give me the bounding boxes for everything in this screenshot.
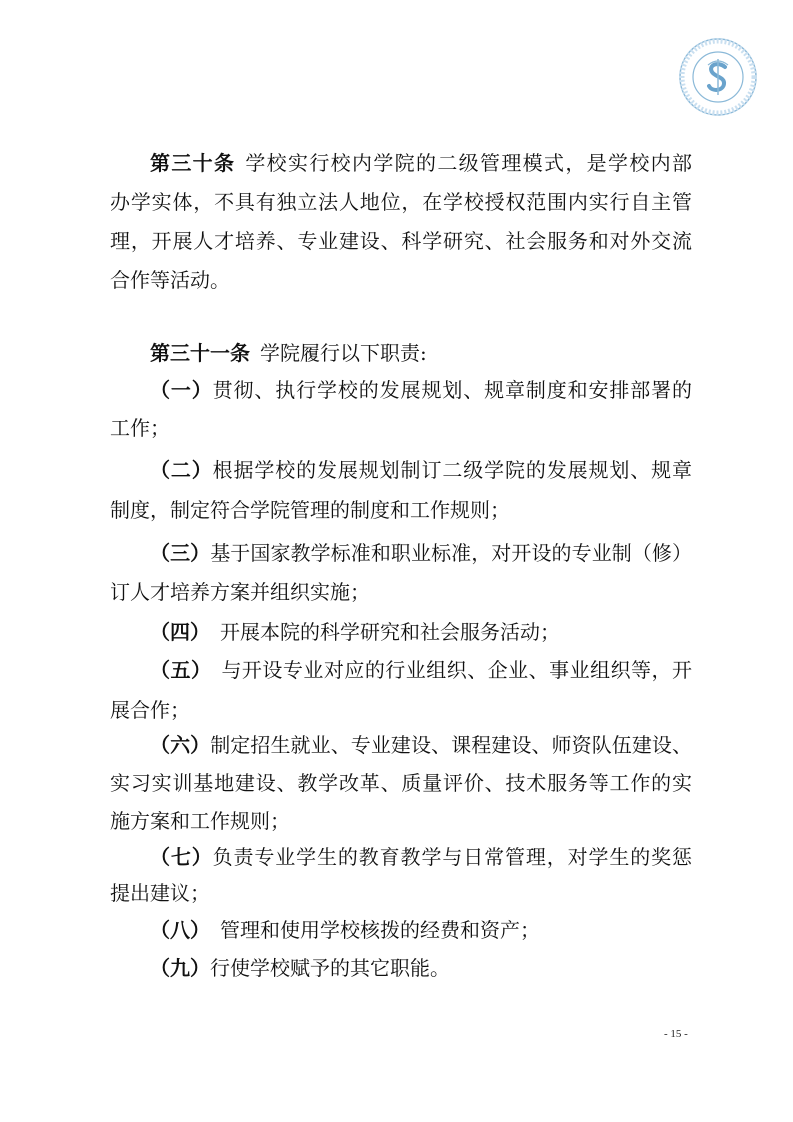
item-line: 展合作； bbox=[110, 698, 190, 722]
item-label: （二） bbox=[150, 458, 213, 482]
item-label: （六） bbox=[150, 733, 211, 757]
duty-item-8 bbox=[110, 911, 692, 949]
item-line: （一）贯彻、执行学校的发展规划、规章制度和安排部署的 bbox=[150, 378, 693, 402]
article-number: 第三十一条 bbox=[150, 341, 250, 365]
article-line: 合作等活动。 bbox=[110, 268, 230, 292]
item-line: （六）制定招生就业、专业建设、课程建设、师资队伍建设、 bbox=[150, 733, 693, 757]
item-line: （八） 管理和使用学校核拨的经费和资产； bbox=[150, 918, 540, 942]
duty-item-5 bbox=[110, 650, 692, 730]
article-31 bbox=[110, 334, 692, 373]
duty-item-9 bbox=[110, 949, 692, 987]
duty-item-7 bbox=[110, 839, 692, 911]
item-line: 订人才培养方案并组织实施； bbox=[110, 580, 370, 604]
item-line: 制度，制定符合学院管理的制度和工作规则； bbox=[110, 498, 510, 522]
page-number: - 15 - bbox=[664, 1028, 688, 1040]
item-label: （四） bbox=[150, 620, 210, 644]
item-label: （一） bbox=[150, 378, 213, 402]
article-line: 第三十一条 学院履行以下职责: bbox=[150, 341, 427, 365]
item-line: 施方案和工作规则； bbox=[110, 809, 290, 833]
item-label: （八） bbox=[150, 918, 210, 942]
article-line: 第三十条 学校实行校内学院的二级管理模式，是学校内部 bbox=[150, 151, 693, 175]
item-line: （七）负责专业学生的教育教学与日常管理，对学生的奖惩 bbox=[150, 845, 693, 869]
duty-item-6 bbox=[110, 726, 692, 840]
item-line: 提出建议； bbox=[110, 881, 210, 905]
item-label: （九） bbox=[150, 956, 210, 980]
item-label: （七） bbox=[150, 845, 213, 869]
item-label: （五） bbox=[150, 658, 212, 682]
item-line: （五） 与开设专业对应的行业组织、企业、事业组织等，开 bbox=[150, 658, 693, 682]
item-label: （三） bbox=[150, 541, 211, 565]
duty-item-4 bbox=[110, 613, 692, 652]
duty-item-2 bbox=[110, 450, 692, 530]
item-line: 工作； bbox=[110, 416, 170, 440]
article-number: 第三十条 bbox=[150, 151, 236, 175]
item-line: 实习实训基地建设、教学改革、质量评价、技术服务等工作的实 bbox=[110, 771, 692, 795]
duty-item-3 bbox=[110, 534, 692, 612]
school-seal-logo bbox=[678, 37, 758, 117]
item-line: （四） 开展本院的科学研究和社会服务活动； bbox=[150, 620, 560, 644]
duty-item-1 bbox=[110, 371, 692, 447]
article-line: 办学实体，不具有独立法人地位，在学校授权范围内实行自主管 bbox=[110, 190, 692, 214]
item-line: （九）行使学校赋予的其它职能。 bbox=[150, 956, 450, 980]
article-line: 理，开展人才培养、专业建设、科学研究、社会服务和对外交流 bbox=[110, 229, 692, 253]
item-line: （三）基于国家教学标准和职业标准，对开设的专业制（修） bbox=[150, 541, 693, 565]
article-30 bbox=[110, 144, 692, 300]
item-line: （二）根据学校的发展规划制订二级学院的发展规划、规章 bbox=[150, 458, 693, 482]
